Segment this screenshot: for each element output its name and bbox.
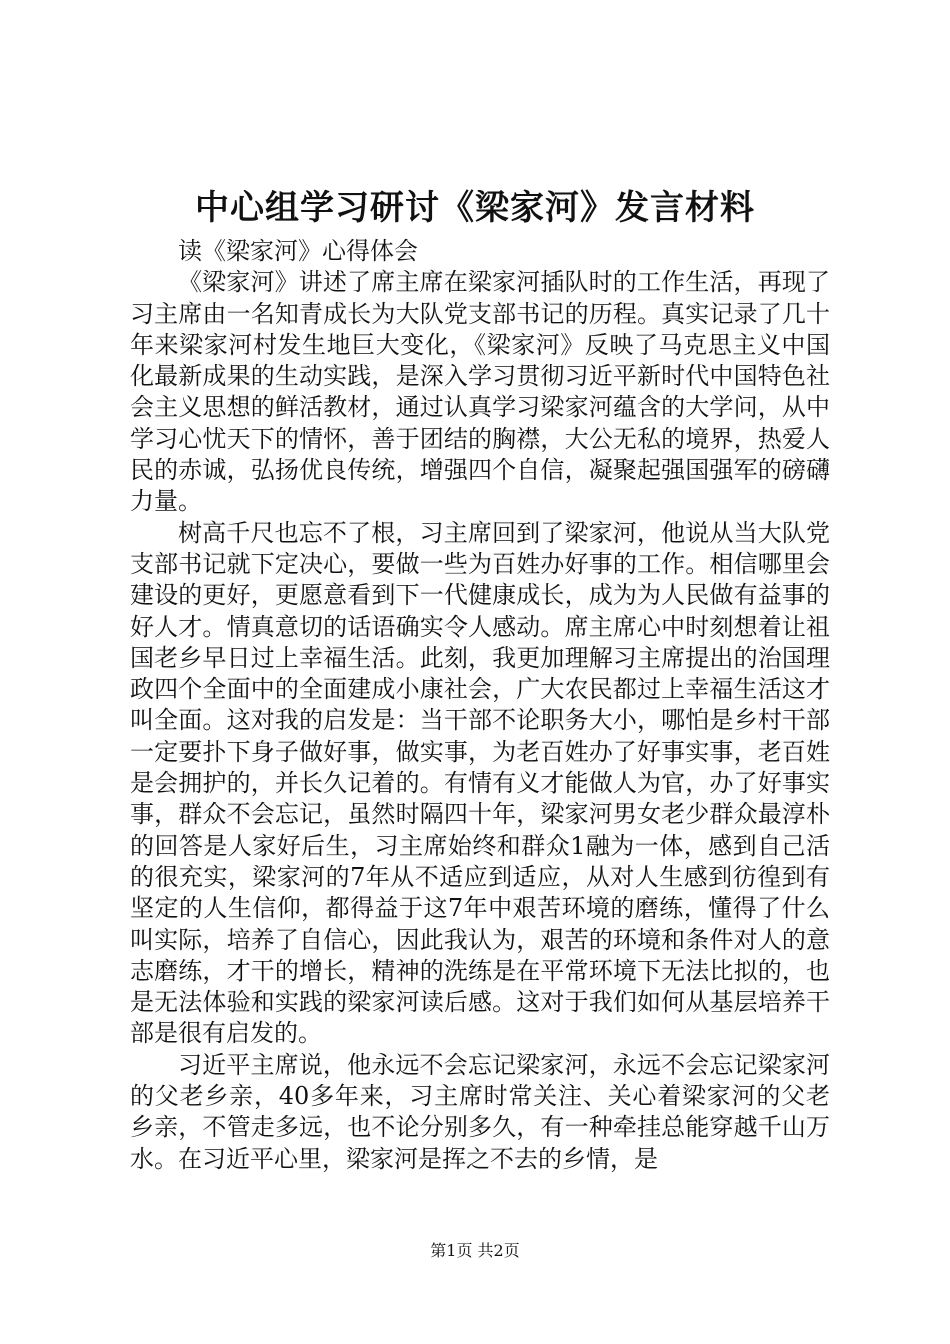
document-subtitle: 读《梁家河》心得体会 xyxy=(178,237,418,265)
paragraph-2: 树高千尺也忘不了根，习主席回到了梁家河，他说从当大队党支部书记就下定决心，要做一些为百姓办好事的工作。相信哪里会建设的更好，更愿意看到下一代健康成长，成为为人民做有益事的好人才。情真意切的话语确实令人感动。席主席心中时刻想着让祖国老乡早日过上幸福生活。此刻，我更加理解习主席提出的治国理政四个全面中的全面建成小康社会，广大农民都过上幸福生活这才叫全面。这对我的启发是：当干部不论职务大小，哪怕是乡村干部一定要扑下身子做好事，做实事，为老百姓办了好事实事，老百姓是会拥护的，并长久记着的。有情有义才能做人为官，办了好事实事，群众不会忘记，虽然时隔四十年，梁家河男女老少群众最淳朴的回答是人家好后生，习主席始终和群众1融为一体，感到自己活的很充实，梁家河的7年从不适应到适应，从对人生感到彷徨到有坚定的人生信仰，都得益于这7年中艰苦环境的磨练，懂得了什么叫实际，培养了自信心，因此我认为，艰苦的环境和条件对人的意志磨练，才干的增长，精神的洗练是在平常环境下无法比拟的，也是无法体验和实践的梁家河读后感。这对于我们如何从基层培养干部是很有启发的。 xyxy=(130,518,830,1048)
page-footer: 第1页 共2页 xyxy=(430,1241,520,1260)
document-body xyxy=(130,236,830,1175)
document-title: 中心组学习研讨《梁家河》发言材料 xyxy=(195,188,755,228)
paragraph-3: 习近平主席说，他永远不会忘记梁家河，永远不会忘记梁家河的父老乡亲，40多年来，习主席时常关注、关心着梁家河的父老乡亲，不管走多远，也不论分别多久，有一种牵挂总能穿越千山万水。在习近平心里，梁家河是挥之不去的乡情，是 xyxy=(130,1050,830,1173)
paragraph-1: 《梁家河》讲述了席主席在梁家河插队时的工作生活，再现了习主席由一名知青成长为大队党支部书记的历程。真实记录了几十年来梁家河村发生地巨大变化，《梁家河》反映了马克思主义中国化最新成果的生动实践，是深入学习贯彻习近平新时代中国特色社会主义思想的鲜活教材，通过认真学习梁家河蕴含的大学问，从中学习心忧天下的情怀，善于团结的胸襟，大公无私的境界，热爱人民的赤诚，弘扬优良传统，增强四个自信，凝聚起强国强军的磅礴力量。 xyxy=(130,268,830,516)
